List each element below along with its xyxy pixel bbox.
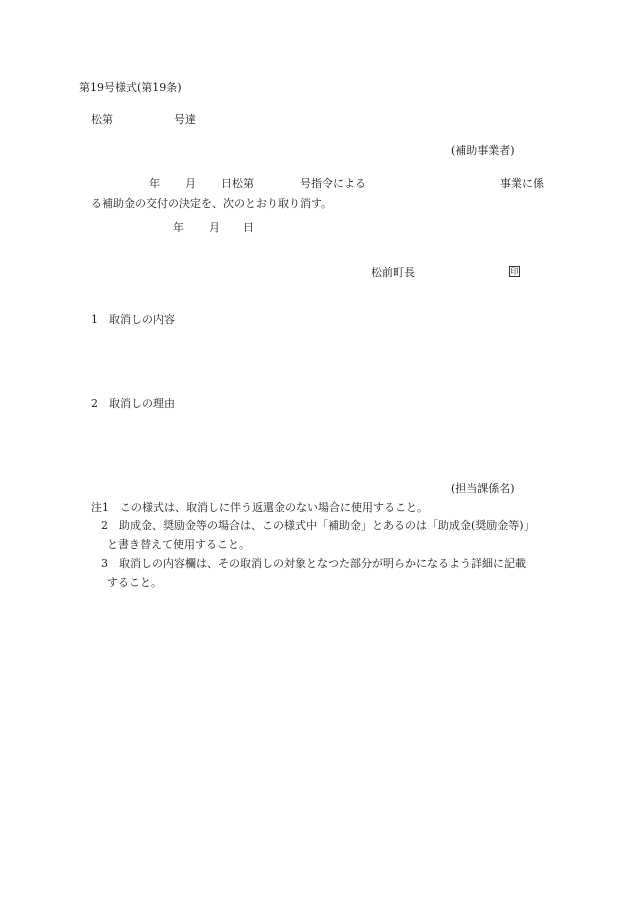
date-year: 年 <box>173 221 184 234</box>
doc-number-suffix: 号達 <box>174 113 196 126</box>
body-project: 事業に係 <box>500 177 544 190</box>
form-number: 第19号様式(第19条) <box>79 81 182 94</box>
body-day-ref: 日松第 <box>221 177 254 190</box>
note-3-line1: 3 取消しの内容欄は、その取消しの対象となつた部分が明らかになるよう詳細に記載 <box>101 557 526 570</box>
body-month: 月 <box>185 177 196 190</box>
section-reason-heading: 2 取消しの理由 <box>91 397 175 410</box>
doc-number-prefix: 松第 <box>91 113 113 126</box>
seal-mark: 印 <box>510 267 519 276</box>
body-command-ref: 号指令による <box>300 177 366 190</box>
note-2-line2: と書き替えて使用すること。 <box>107 538 250 551</box>
date-day: 日 <box>243 221 254 234</box>
note-1: 注1 この様式は、取消しに伴う返還金のない場合に使用すること。 <box>91 501 428 514</box>
date-month: 月 <box>209 221 220 234</box>
note-2-line1: 2 助成金、奨励金等の場合は、この様式中「補助金」とあるのは「助成金(奨励金等)」 <box>101 519 535 532</box>
body-line2: る補助金の交付の決定を、次のとおり取り消す。 <box>91 197 333 210</box>
contact-department: (担当課係名) <box>451 482 515 495</box>
issuer-title: 松前町長 <box>371 266 415 279</box>
section-content-heading: 1 取消しの内容 <box>91 313 175 326</box>
addressee: (補助事業者) <box>451 144 515 157</box>
body-year: 年 <box>149 177 160 190</box>
note-3-line2: すること。 <box>107 576 162 589</box>
